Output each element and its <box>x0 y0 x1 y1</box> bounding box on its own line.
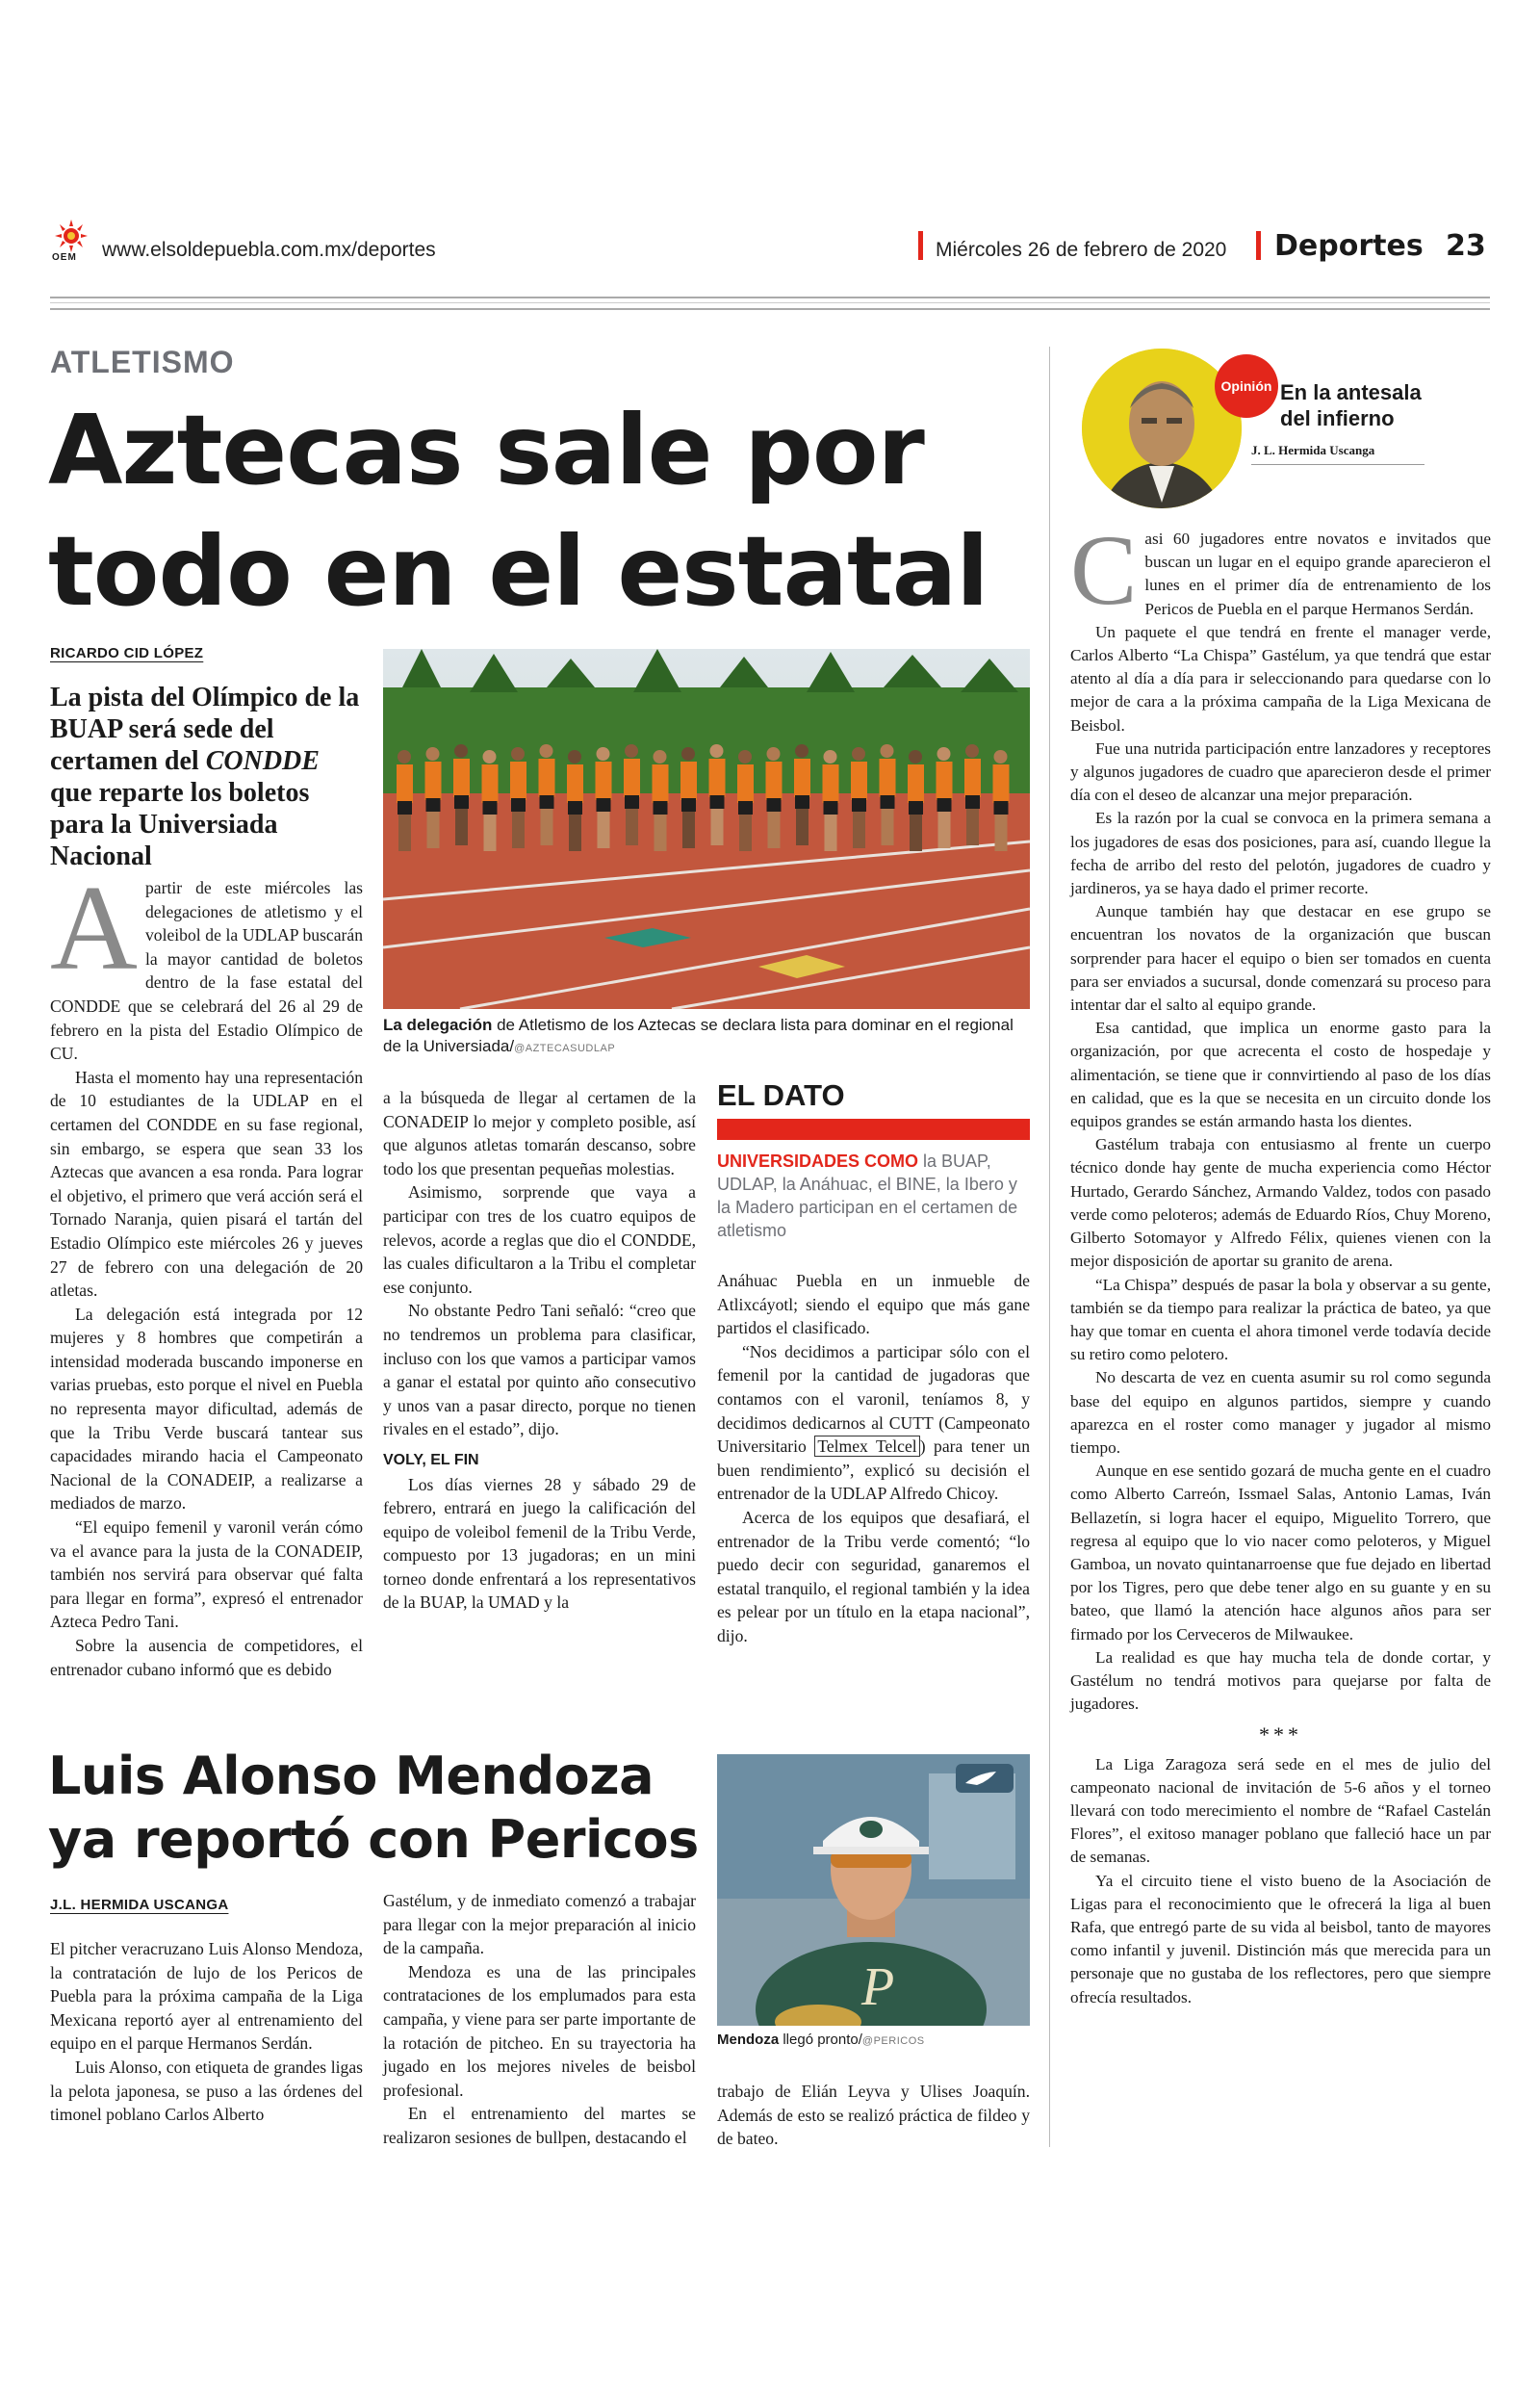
opinion-body <box>1070 515 1491 2009</box>
section-separator: *** <box>1259 1722 1302 1747</box>
track-team-photo <box>383 649 1030 1009</box>
dato-body <box>717 1150 1030 1242</box>
caption-credit: @AZTECASUDLAP <box>514 1043 616 1054</box>
page-header <box>50 220 1492 275</box>
deck-text-1: La pista del Olímpico de la BUAP será sede del certamen del <box>50 683 360 776</box>
col3-text-a: “Nos decidimos a participar sólo con el femenil por la cantidad de jugadoras que contamos con el varonil, teníamos 8, y decidimos dedicarnos al CUTT (Campeonato Universitario <box>717 1341 1030 1457</box>
column-divider <box>1049 347 1050 2147</box>
paragraph: Luis Alonso, con etiqueta de grandes ligas la pelota japonesa, se puso a las órdenes del timonel poblano Carlos Alberto <box>50 2057 363 2125</box>
paragraph: a la búsqueda de llegar al certamen de la CONADEIP lo mejor y completo posible, así que algunos atletas tomarán descanso, sobre todo los que presentan pequeñas molestias. <box>383 1088 696 1178</box>
team-photo <box>383 649 1030 1009</box>
header-url[interactable]: www.elsoldepuebla.com.mx/deportes <box>102 239 436 261</box>
paragraph: Gastélum, y de inmediato comenzó a trabajar para llegar con la mejor preparación al inicio de la campaña. <box>383 1891 696 1958</box>
paragraph: Esa cantidad, que implica un enorme gasto para la organización, por que acrecenta el costo de hospedaje y alimentación, se tiene que ir connvirtiendo al paso de los días en calidad, que es la que se necesita en un circuito donde los equipos grandes se están armando hasta los dientes. <box>1070 1019 1491 1131</box>
paragraph: Aunque en ese sentido gozará de mucha gente en el cuadro como Alberto Carreón, Issmael Salas, Antonio Lamas, Iván Bellazetín, si logra hacer el equipo, Miguelito Torrero, que regresa al equipo que lo vio nacer como peloteros, y Miguel Gamboa, un novato quintanarroense que fue dejado en libertad por los Tigres, pero que debe tener algo en su guante y en su bateo, que llamó la atención hace algunos años para ser firmado por los Cerveceros de Milwaukee. <box>1070 1462 1491 1643</box>
player-caption-text: llegó pronto/ <box>779 2032 862 2048</box>
dato-text: la BUAP, UDLAP, la Anáhuac, el BINE, la Ibero y la Madero participan en el certamen de atletismo <box>717 1152 1018 1240</box>
player-caption-credit: @PERICOS <box>861 2035 925 2047</box>
main-column-3 <box>717 1269 1030 1648</box>
paragraph: Mendoza es una de las principales contrataciones de los emplumados para esta campaña, y viene para ser parte importante de la rotación de pitcheo. En su trayectoria ha jugado en los mejores niveles de beisbol profesional. <box>383 1961 696 2100</box>
main-headline-line-2: todo en el estatal <box>48 515 988 628</box>
deck-emphasis: CONDDE <box>205 746 320 776</box>
byline: RICARDO CID LÓPEZ <box>50 645 204 661</box>
second-column-3 <box>717 2080 1030 2151</box>
paragraph <box>717 1340 1030 1506</box>
main-column-2 <box>383 1086 696 1615</box>
paragraph: Un paquete el que tendrá en frente el manager verde, Carlos Alberto “La Chispa” Gastélum, ya que tendrá que estar atento al día a día para ir seleccionando para quedarse con lo mejor de cara a la próxima campaña de la Liga Mexicana de Beisbol. <box>1070 622 1491 735</box>
paragraph: partir de este miércoles las delegaciones de atletismo y el voleibol de la UDLAP buscarán la mayor cantidad de boletos dentro de la fase estatal del CONDDE que se celebrará del 26 al 29 de febrero en la pista del Estadio Olímpico de CU. <box>50 878 363 1064</box>
header-rule-1 <box>918 231 923 260</box>
sponsor-box: Telmex Telcel <box>814 1436 919 1457</box>
paragraph: Es la razón por la cual se convoca en la primera semana a los jugadores de esas dos posiciones, para así, cuando llegue la fecha de arribo del resto del pelotón, jugadores de cuadro y jardineros, ya se haya dado el primer recorte. <box>1070 809 1491 898</box>
header-rule-2 <box>1256 231 1261 260</box>
paragraph: La delegación está integrada por 12 mujeres y 8 hombres que competirán a intensidad moderada buscando imponerse en varias pruebas, esto porque el nivel en Puebla no representa mayor dificultad, además de que la Tribu Verde buscará tantear sus capacidades mirando hacia el Campeonato Nacional de la CONADEIP, a realizarse a mediados de marzo. <box>50 1304 363 1514</box>
paragraph: “La Chispa” después de pasar la bola y observar a su gente, también se da tiempo para realizar la práctica de bateo, ya que hay que tomar en cuenta el ahora timonel verde todavía decide su retiro como pelotero. <box>1070 1275 1491 1364</box>
logo-text: OEM <box>52 252 77 263</box>
paragraph: No descarta de vez en cuenta asumir su rol como segunda base del equipo en algunos partidos, siempre y cuando aparezca en el roster como manager y jugador al mismo tiempo. <box>1070 1368 1491 1457</box>
deck-text-2: que reparte los boletos para la Universiada Nacional <box>50 778 310 871</box>
caption-text: de Atletismo de los Aztecas se declara lista para dominar en el regional de la Universiada/ <box>383 1016 1014 1055</box>
paragraph: Hasta el momento hay una representación de 10 estudiantes de la UDLAP en el certamen del CONDDE en su fase regional, sin embargo, se espera que sean 33 los Aztecas que avancen a esa ronda. Para lograr el objetivo, el primero que verá acción será el Tornado Naranja, quien pisará el tartán del Estadio Olímpico este miércoles 26 y jueves 27 de febrero con una delegación de 20 atletas. <box>50 1067 363 1301</box>
paragraph: Anáhuac Puebla en un inmueble de Atlixcáyotl; siendo el equipo que más gane partidos el clasificado. <box>717 1271 1030 1338</box>
page-number: 23 <box>1446 229 1486 263</box>
player-photo-caption <box>717 2030 1030 2052</box>
kicker: ATLETISMO <box>50 345 235 379</box>
dato-lead: UNIVERSIDADES COMO <box>717 1152 919 1171</box>
paragraph: trabajo de Elián Leyva y Ulises Joaquín. Además de esto se realizó práctica de fildeo y de bateo. <box>717 2082 1030 2149</box>
player-photo <box>717 1754 1030 2026</box>
photo-caption <box>383 1015 1030 1059</box>
opinion-drop-cap: C <box>1070 515 1138 626</box>
paragraph: Los días viernes 28 y sábado 29 de febrero, entrará en juego la calificación del equipo de voleibol femenil de la Tribu Verde, compuesto por 13 jugadoras; en un mini torneo donde enfrentará a los representativos de la BUAP, la UMAD y la <box>383 1474 696 1613</box>
second-column-1 <box>50 1937 363 2127</box>
paragraph: La realidad es que hay mucha tela de donde cortar, y Gastélum no tendrá motivos para quejarse por falta de jugadores. <box>1070 1647 1491 1714</box>
player-caption-lead: Mendoza <box>717 2032 780 2048</box>
paragraph: El pitcher veracruzano Luis Alonso Mendoza, la contratación de lujo de los Pericos de Puebla para la próxima campaña de la Liga Mexicana reportó ayer al entrenamiento del equipo en el parque Hermanos Serdán. <box>50 1939 363 2054</box>
deck <box>50 682 368 872</box>
paragraph: Gastélum trabaja con entusiasmo al frente un cuerpo técnico donde hay gente de mucha experiencia como Héctor Hurtado, Gerardo Sánchez, Armando Valdez, todos con pasado verde como peloteros; además de Eduardo Ríos, Chuy Moreno, Gilberto Sotomayor y Alfredo Félix, quienes vienen con la mejor disposición de aportar su granito de arena. <box>1070 1135 1491 1271</box>
baseball-player-photo <box>717 1754 1030 2026</box>
main-headline-line-1: Aztecas sale por <box>48 394 924 506</box>
dato-bar <box>717 1119 1030 1140</box>
paragraph: Sobre la ausencia de competidores, el entrenador cubano informó que es debido <box>50 1636 363 1679</box>
paragraph: No obstante Pedro Tani señaló: “creo que no tendremos un problema para clasificar, incluso con los que vamos a participar vamos a ganar el estatal por quinto año consecutivo y unos van a pasar directo, porque no tienen rivales en el estado”, dijo. <box>383 1301 696 1439</box>
paragraph: La Liga Zaragoza será sede en el mes de julio del campeonato nacional de invitación de 5-6 años y el torneo llevará con todo merecimiento el nombre de “Rafael Castelán Flores”, el exitoso manager poblano que falleció hace un par de semanas. <box>1070 1754 1491 1867</box>
paragraph: Fue una nutrida participación entre lanzadores y receptores y algunos jugadores de cuadro que aparecieron desde el primer día con el deseo de alcanzar una mejor preparación. <box>1070 738 1491 805</box>
dato-box <box>717 1078 1030 1242</box>
second-column-2 <box>383 1889 696 2150</box>
subhead-voly: VOLY, EL FIN <box>383 1451 479 1468</box>
opinion-badge: Opinión <box>1215 354 1278 418</box>
header-date: Miércoles 26 de febrero de 2020 <box>936 239 1227 261</box>
header-divider-inner <box>50 302 1490 303</box>
paragraph: asi 60 jugadores entre novatos e invitados que buscan un lugar en el equipo grande aparecieron el lunes en el primer día de entrenamiento de los Pericos de Puebla en el parque Hermanos Serdán. <box>1144 530 1491 618</box>
paragraph: Asimismo, sorprende que vaya a participar con tres de los cuatro equipos de relevos, acorde a reglas que dio el CONDDE, las cuales dificultaron a la Tribu el completar ese conjunto. <box>383 1182 696 1297</box>
dato-title: EL DATO <box>717 1078 845 1112</box>
paragraph: Aunque también hay que destacar en ese grupo se encuentran los novatos de la organización que buscan sorprender para hacer el equipo o bien ser tomados en cuenta para ser enviados a sucursal, donde comenzará su proceso para intentar dar el salto al equipo grande. <box>1070 902 1491 1015</box>
second-headline-line-1: Luis Alonso Mendoza <box>48 1746 654 1806</box>
paragraph: En el entrenamiento del martes se realizaron sesiones de bullpen, destacando el <box>383 2104 696 2147</box>
section-title: Deportes <box>1274 229 1424 263</box>
paragraph: Acerca de los equipos que desafiará, el entrenador de la Tribu verde comentó; “lo puedo decir con seguridad, ganaremos el estatal tranquilo, el regional también y la idea es pelear por un título en la etapa nacional”, dijo. <box>717 1507 1030 1645</box>
second-headline-line-2: ya reportó con Pericos <box>48 1809 699 1870</box>
paragraph: Ya el circuito tiene el visto bueno de la Asociación de Ligas para el reconocimiento que le ofrecerá la liga al buen Rafa, que entregó parte de su vida al beisbol, tanto de mayores como infantil y juvenil. Distinción más que merecida para un personaje que no gustaba de los reflectores, pero que siempre ofrecía resultados. <box>1070 1871 1491 2006</box>
second-byline: J.L. HERMIDA USCANGA <box>50 1897 229 1913</box>
header-divider <box>50 297 1490 310</box>
opinion-author: J. L. Hermida Uscanga <box>1251 443 1424 465</box>
drop-cap: A <box>50 862 138 996</box>
caption-lead: La delegación <box>383 1016 493 1034</box>
paragraph: “El equipo femenil y varonil verán cómo va el avance para la justa de la CONADEIP, también nos servirá para observar qué falta para llegar en forma”, expresó el entrenador Azteca Pedro Tani. <box>50 1517 363 1632</box>
opinion-title: En la antesala del infierno <box>1280 380 1422 430</box>
svg-text:P: P <box>861 1957 895 2017</box>
col3-text-b: ) para tener un buen rendimiento”, explicó su decisión el entrenador de la UDLAP Alfredo Chicoy. <box>717 1436 1031 1504</box>
main-column-1 <box>50 862 363 1681</box>
